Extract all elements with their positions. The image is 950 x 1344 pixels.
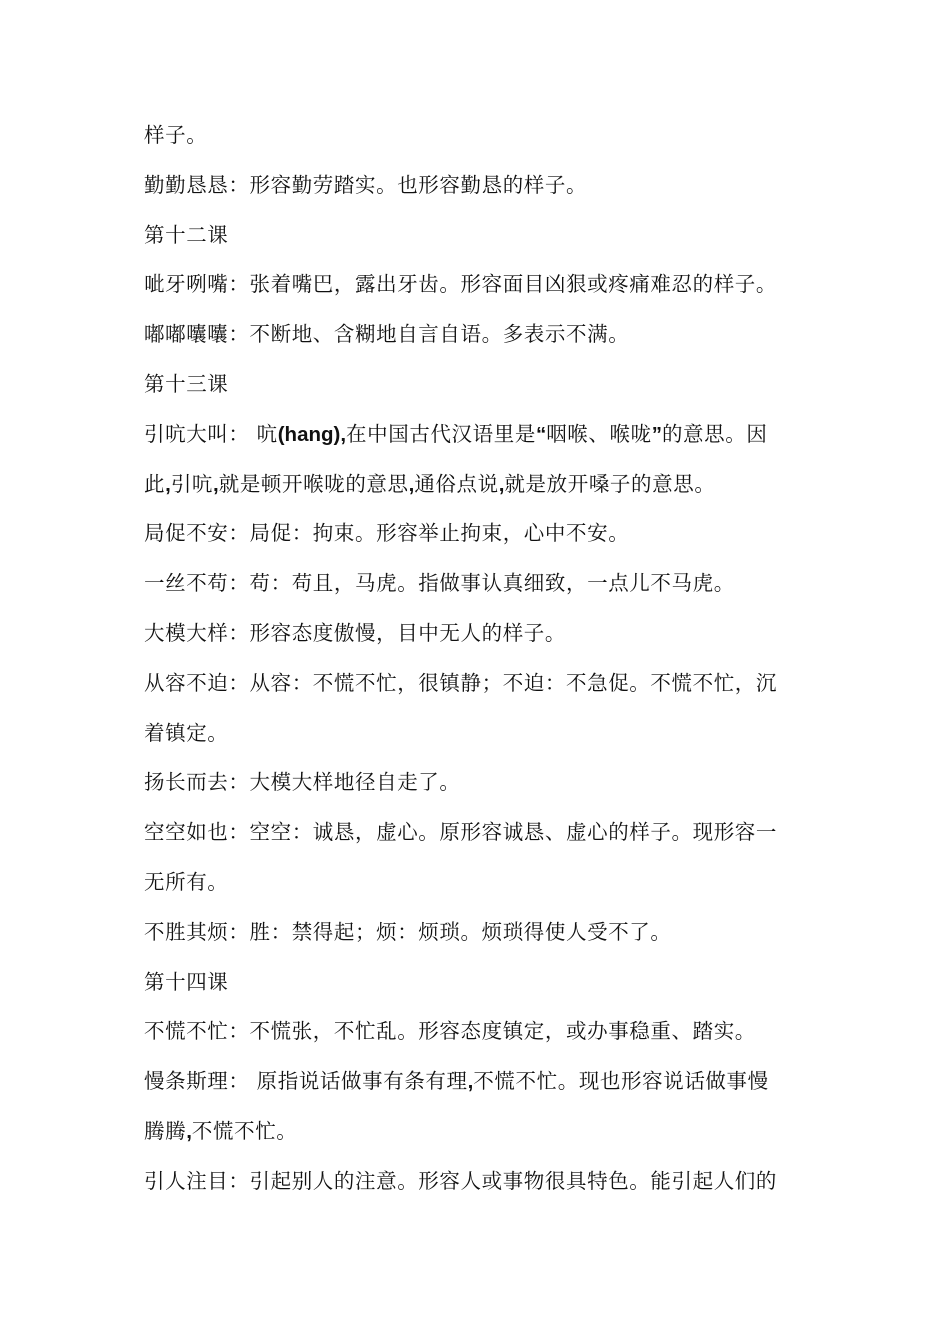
text-segment: 就是放开嗓子的意思。 bbox=[504, 471, 716, 496]
text-line: 引人注目：引起别人的注意。形容人或事物很具特色。能引起人们的 bbox=[144, 1168, 777, 1193]
text-line: 着镇定。 bbox=[144, 720, 229, 745]
text-segment: , bbox=[467, 1070, 474, 1094]
text-line: 局促不安：局促：拘束。形容举止拘束，心中不安。 bbox=[144, 521, 630, 546]
text-line: 样子。 bbox=[144, 123, 208, 147]
text-segment: , bbox=[213, 472, 219, 496]
text-line: 呲牙咧嘴：张着嘴巴，露出牙齿。形容面目凶狠或疼痛难忍的样子。 bbox=[144, 272, 777, 297]
text-segment: 通俗点说 bbox=[414, 471, 499, 496]
text-segment: ” bbox=[651, 422, 662, 446]
text-line: 不胜其烦：胜：禁得起；烦：烦琐。烦琐得使人受不了。 bbox=[144, 919, 672, 944]
text-segment: 不慌不忙。现也形容说话做事慢 bbox=[473, 1069, 769, 1094]
text-segment: 腾腾 bbox=[144, 1118, 187, 1143]
text-line: 嘟嘟囔囔：不断地、含糊地自言自语。多表示不满。 bbox=[144, 322, 630, 347]
text-line bbox=[144, 1057, 824, 1107]
text-line: 无所有。 bbox=[144, 869, 229, 894]
text-segment: 咽喉、喉咙 bbox=[546, 421, 652, 446]
text-segment: 引吭大叫： 吭 bbox=[144, 421, 278, 446]
text-line: 第十三课 bbox=[144, 371, 229, 396]
text-line bbox=[144, 1107, 824, 1157]
text-segment: 不慌不忙。 bbox=[191, 1118, 298, 1143]
text-line: 第十二课 bbox=[144, 222, 229, 247]
text-segment: 就是顿开喉咙的意思 bbox=[218, 471, 409, 496]
text-segment: “ bbox=[535, 422, 547, 446]
text-segment: , bbox=[498, 472, 505, 496]
text-line: 扬长而去：大模大样地径自走了。 bbox=[144, 770, 461, 795]
text-line: 第十四课 bbox=[144, 969, 229, 994]
text-segment: , bbox=[186, 1119, 192, 1143]
text-line: 从容不迫：从容：不慌不忙，很镇静；不迫：不急促。不慌不忙，沉 bbox=[144, 670, 777, 695]
document-body bbox=[144, 111, 824, 1207]
text-segment: , bbox=[165, 472, 171, 496]
text-segment: 此 bbox=[144, 471, 166, 496]
text-segment: 引吭 bbox=[170, 471, 214, 496]
text-segment: 在中国古代汉语里是 bbox=[346, 421, 536, 446]
text-segment: 慢条斯理： 原指说话做事有条有理 bbox=[144, 1069, 468, 1094]
text-segment: , bbox=[408, 472, 415, 496]
text-line: 一丝不苟：苟：苟且，马虎。指做事认真细致，一点儿不马虎。 bbox=[144, 571, 735, 596]
text-line: 大模大样：形容态度傲慢，目中无人的样子。 bbox=[144, 620, 566, 645]
text-line: 勤勤恳恳：形容勤劳踏实。也形容勤恳的样子。 bbox=[144, 172, 588, 197]
text-segment: 的意思。因 bbox=[661, 421, 768, 446]
text-segment: (hang), bbox=[277, 422, 347, 446]
text-line: 空空如也：空空：诚恳，虚心。原形容诚恳、虚心的样子。现形容一 bbox=[144, 820, 777, 845]
text-line: 不慌不忙：不慌张，不忙乱。形容态度镇定，或办事稳重、踏实。 bbox=[144, 1019, 756, 1044]
text-line bbox=[144, 410, 824, 460]
text-line bbox=[144, 460, 824, 510]
